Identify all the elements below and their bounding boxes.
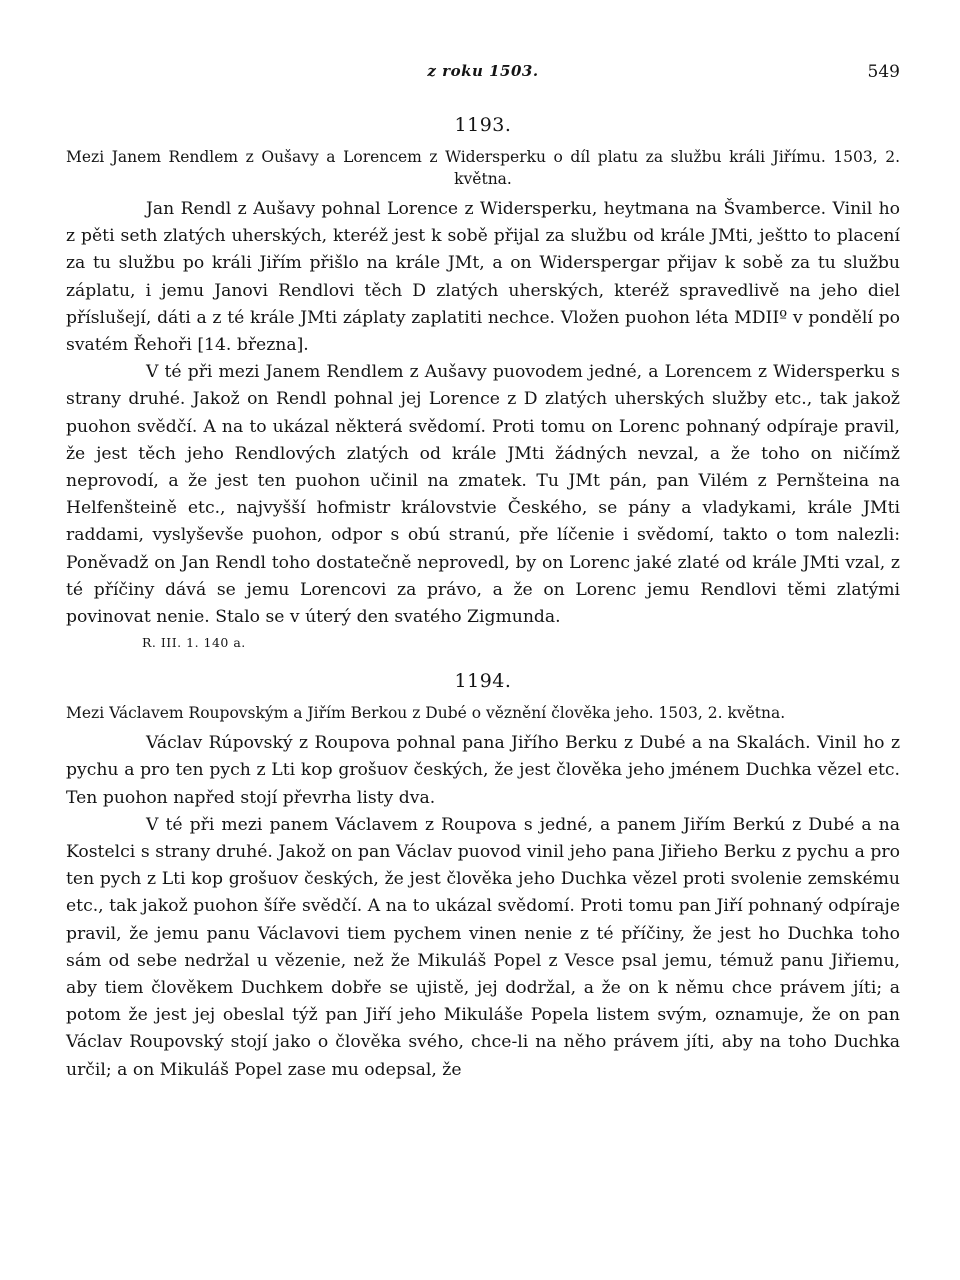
entry-headnote: Mezi Janem Rendlem z Oušavy a Lorencem z Widersperku o díl platu za službu králi Jiřímu. 1503, 2. května. <box>66 148 900 188</box>
entry-paragraph: Jan Rendl z Aušavy pohnal Lorence z Widersperku, heytmana na Švamberce. Vinil ho z pěti seth zlatých uherských, kteréž jest k sobě přijal za službu od krále JMti, ještto to placení za tu službu po králi Jiřím přišlo na krále JMt, a on Widerspergar přijav k sobě za tu službu záplatu, i jemu Janovi Rendlovi těch D zlatých uherských, kteréž spravedlivě na jeho diel příslušejí, dáti a z té krále JMti záplaty zaplatiti nechce. Vložen puohon léta MDIIº v pondělí po svatém Řehoři [14. března]. <box>66 199 900 356</box>
entry-paragraph: V té při mezi panem Václavem z Roupova s jedné, a panem Jiřím Berkú z Dubé a na Kostelci s strany druhé. Jakož on pan Václav puovod vinil jeho pana Jiřieho Berku z pychu a pro ten pych z Lti kop grošuov českých, že jest člověka jeho Duchka vězel proti svolenie zemskému etc., tak jakož puohon šíře svědčí. A na to ukázal svědomí. Proti tomu pan Jiří pohnaný odpíraje pravil, že jemu panu Václavovi tiem pychem vinen nenie z té příčiny, že jest ho Duchka toho sám od sebe nedržal u vězenie, než že Mikuláš Popel z Vesce psal jemu, témuž panu Jiřiemu, aby tiem člověkem Duchkem dobře se ujistě, jej dodržal, a že on k němu chce právem jíti; a potom že jest jej obeslal týž pan Jiří jeho Mikuláše Popela listem svým, oznamuje, že on pan Václav Roupovský stojí jako o člověka svého, chce-li na něho právem jíti, aby na toho Duchka určil; a on Mikuláš Popel zase mu odepsal, že <box>66 814 900 1080</box>
source-reference: R. III. 1. 140 a. <box>142 635 246 651</box>
entry-headnote: Mezi Václavem Roupovským a Jiřím Berkou z Dubé o věznění člověka jeho. 1503, 2. května. <box>66 704 786 723</box>
entry-1194 <box>66 670 900 1084</box>
running-title: z roku 1503. <box>427 62 539 80</box>
entry-paragraph: V té při mezi Janem Rendlem z Aušavy puovodem jedné, a Lorencem z Widersperku s strany druhé. Jakož on Rendl pohnal jej Lorence z D zlatých uherských služby etc., tak jakož puohon svědčí. A na to ukázal některá svědomí. Proti tomu on Lorenc pohnaný odpíraje pravil, že jest těch jeho Rendlových zlatých od krále JMti žádných nevzal, a že toho on ničímž neprovodí, a že jest ten puohon učinil na zmatek. Tu JMt pán, pan Vilém z Pernšteina na Helfenšteině etc., najvyšší hofmistr královstvie Českého, se pány a vladykami, krále JMti raddami, vyslyševše puohon, odpor s obú stranú, pře líčenie i svědomí, takto o tom nalezli: Poněvadž on Jan Rendl toho dostatečně neprovedl, by on Lorenc jaké zlaté od krále JMti vzal, z té příčiny dává se jemu Lorencovi za právo, a že on Lorenc jemu Rendlovi těmi zlatými povinovat nenie. Stalo se v úterý den svatého Zigmunda. <box>66 362 900 628</box>
book-page <box>66 62 900 1084</box>
entry-number: 1194. <box>454 670 512 693</box>
running-head <box>66 62 900 90</box>
page-number: 549 <box>867 62 900 82</box>
entry-paragraph: Václav Rúpovský z Roupova pohnal pana Jiřího Berku z Dubé a na Skalách. Vinil ho z pychu a pro ten pych z Lti kop grošuov českých, že jest člověka jeho jménem Duchka vězel etc. Ten puohon napřed stojí převrha listy dva. <box>66 733 900 808</box>
entry-1193 <box>66 114 900 650</box>
entry-number: 1193. <box>454 114 512 136</box>
